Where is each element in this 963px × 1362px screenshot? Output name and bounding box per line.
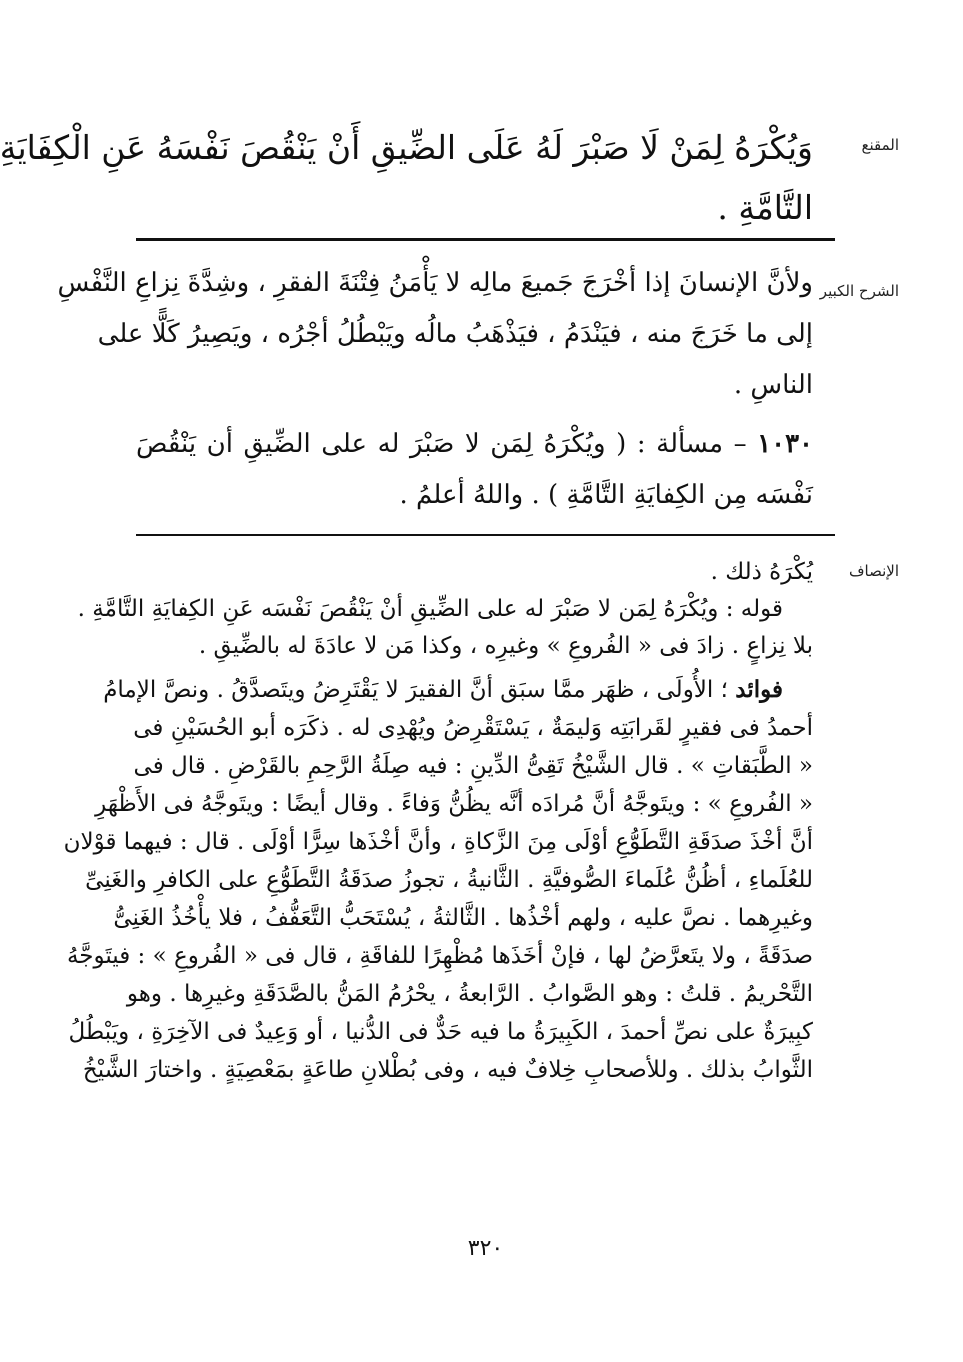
section-divider-thick <box>136 238 835 241</box>
section-label-sharh: الشرح الكبير <box>819 282 899 300</box>
section-label-insaf: الإنصاف <box>848 562 899 580</box>
sharh-text <box>57 258 813 521</box>
muqni-line: التَّامَّةِ . <box>717 188 813 227</box>
page-number: ٣٢٠ <box>467 1236 504 1261</box>
fawaid-line: الثَّوابُ بذلك . وللأصحابِ خِلافٌ فيه ، وفى بُطْلانِ طاعَةٍ بمَعْصِيَةٍ . واختارَ الشَّيْخُ <box>82 1057 813 1083</box>
sharh-line: الناسِ . <box>733 370 813 400</box>
masala-number: ١٠٣٠ <box>757 429 813 459</box>
section-label-muqni: المقنع <box>861 136 899 154</box>
masala-line <box>136 419 813 470</box>
fawaid-line: التَّحْريمُ . قلتُ : وهو الصَّوابُ . الرَّابعةُ ، يحْرُمُ المَنُّ بالصَّدَقَةِ وغيرِها . وهو <box>126 981 813 1007</box>
masala-paragraph <box>136 419 813 521</box>
fawaid-line <box>103 671 813 709</box>
fawaid-line: كبِيرَةٌ على نصِّ أحمدَ ، الكَبِيرَةُ ما فيه حَدٌّ فى الدُّنيا ، أو وَعِيدٌ فى الآخِرَةِ ، ويَبْطُلُ <box>68 1019 813 1045</box>
insaf-qawluhu-line: قوله : ويُكْرَهُ لِمَن لا صَبْرَ له على الضِّيقِ أنْ يَنْقُصَ نَفْسَه عَنِ الكِفايَةِ التَّامَّةِ . <box>77 596 783 622</box>
muqni-text <box>0 118 813 238</box>
fawaid-line-text: ؛ الأُولَى ، ظهَر ممَّا سبَق أنَّ الفقيرَ لا يَقْتَرِضُ ويتَصدَّقُ . ونصَّ الإمامُ <box>103 677 728 703</box>
fawaid-line: أحمدُ فى فقيرٍ لقَرابَتِه وَليمَةٌ ، يَسْتَقْرِضُ ويُهْدِى له . ذكَرَه أبو الحُسَيْنِ فى <box>133 715 813 741</box>
fawaid-line: للعُلَماءِ ، أظُنُّ عُلَماءَ الصُّوفيَّةِ . الثَّانيةُ ، تجوزُ صدَقَةُ التَّطَوُّعِ على الكافرِ والغَنِىِّ <box>85 867 813 893</box>
fawaid-line: صدَقَةً ، ولا يتَعرَّضُ لها ، فإنْ أخَذَها مُظْهِرًا للفاقَةِ ، قال فى « الفُروعِ » : فيتَوجَّهُ <box>66 943 813 969</box>
fawaid-line: أنَّ أخْذَ صدَقَةِ التَّطَوُّعِ أوْلَى مِنَ الزَّكاةِ ، وأنَّ أخْذَها سِرًّا أوْلَى . قال : فيهما قوْلان <box>63 829 813 855</box>
fawaid-line: « الفُروعِ » : ويتَوجَّهُ أنَّ مُرادَه أنَّه يظُنُّ وَفاءً . وقال أيضًا : ويتَوجَّهُ فى الأَظْهَرِ <box>95 791 813 817</box>
section-divider-thin <box>136 534 835 536</box>
masala-line-text: – مسألة : ( ويُكْرَهُ لِمَن لا صَبْرَ له على الضِّيقِ أن يَنْقُصَ <box>136 429 747 459</box>
insaf-qawluhu-line: بلا نِزاعٍ . زادَ فى « الفُروعِ » وغيرِه ، وكذا مَن لا عادَةَ له بالضِّيقِ . <box>198 633 813 659</box>
sharh-line: إلى ما خَرَجَ منه ، فيَنْدَمُ ، فيَذْهَبُ مالُه ويَبْطُلُ أجْرُه ، ويَصِيرُ كَلًّا على <box>97 319 813 349</box>
sharh-line: ولأنَّ الإنسانَ إذا أخْرَجَ جَميعَ مالِه لا يَأْمَنُ فِتْنَةَ الفقرِ ، وشِدَّةَ نِزاعِ النَّفْسِ <box>57 268 813 298</box>
fawaid-paragraph <box>63 671 813 1089</box>
fawaid-line: « الطَّبَقاتِ » . قال الشَّيْخُ تَقِىُّ الدِّينِ : فيه صِلَةُ الرَّحِمِ بالقَرْضِ . قال فى <box>133 753 813 779</box>
muqni-line: وَيُكْرَهُ لِمَنْ لَا صَبْرَ لَهُ عَلَى الضِّيقِ أَنْ يَنْقُصَ نَفْسَهُ عَنِ الْكِفَايَةِ <box>0 128 813 167</box>
insaf-text <box>63 554 813 1089</box>
masala-line: نَفْسَه مِن الكِفايَةِ التَّامَّةِ ) . واللهُ أعلمُ . <box>399 480 813 510</box>
insaf-opening: يُكْرَهُ ذلك . <box>710 559 813 585</box>
fawaid-line: وغيرِهما . نصَّ عليه ، ولهم أخْذُها . الثَّالثةُ ، يُسْتَحَبُّ التَّعَفُّفُ ، فلا يأْخُذُ الغَنِىُّ <box>113 905 813 931</box>
fawaid-heading: فوائد <box>735 676 783 703</box>
